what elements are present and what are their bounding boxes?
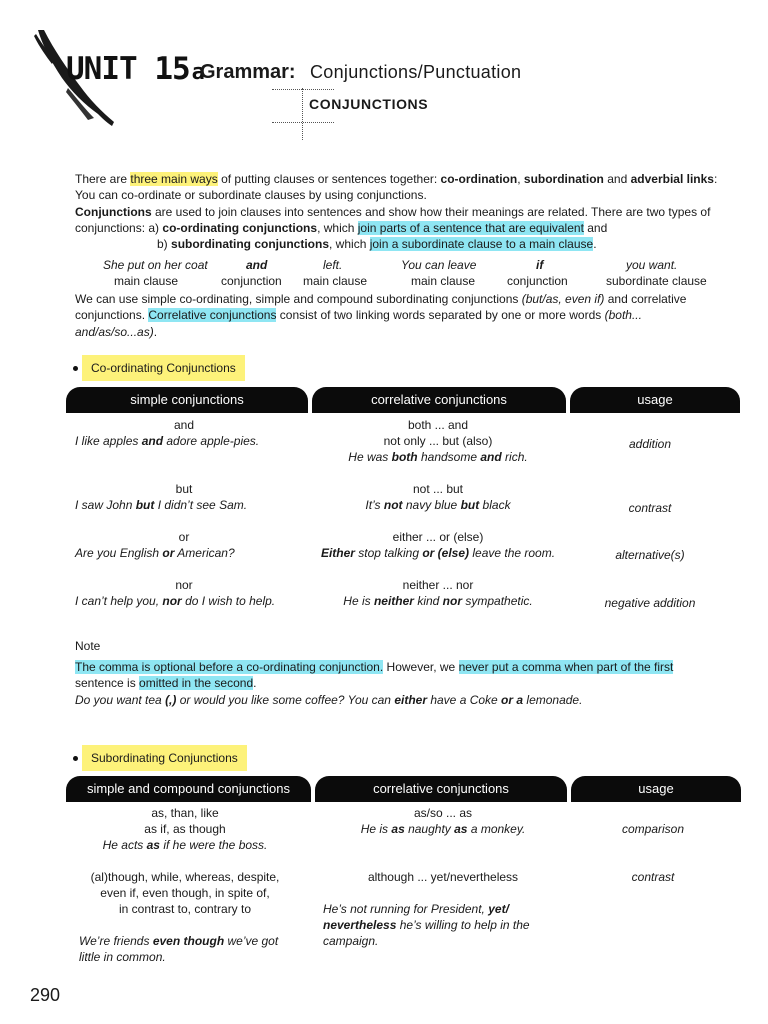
conjunction-term: and	[173, 418, 195, 432]
correlative-term: both ... and	[407, 418, 469, 432]
example-sentence: He’s not running for President, yet/	[323, 902, 509, 916]
bullet-icon	[73, 366, 78, 371]
example-text: She put on her coat	[103, 258, 208, 272]
example-label: conjunction	[507, 274, 568, 288]
tab-correlative-conjunctions: correlative conjunctions	[315, 776, 567, 802]
example-label: main clause	[303, 274, 368, 288]
example-text: you want.	[626, 258, 678, 272]
example-label: main clause	[114, 274, 179, 288]
correlative-term: either ... or (else)	[392, 530, 484, 544]
example-text: You can leave	[401, 258, 477, 272]
example-sentence: It’s not navy blue but black	[365, 498, 511, 512]
example-sentence: Are you English or American?	[75, 546, 235, 560]
tab-simple-compound-conjunctions: simple and compound conjunctions	[66, 776, 311, 802]
correlative-term: as/so ... as	[413, 806, 473, 820]
tab-correlative-conjunctions: correlative conjunctions	[312, 387, 566, 413]
usage-text: addition	[628, 437, 672, 451]
conjunction-term: but	[175, 482, 193, 496]
grammar-label: Grammar:	[200, 61, 296, 83]
tab-usage: usage	[571, 776, 741, 802]
example-label: subordinate clause	[606, 274, 707, 288]
unit-title: UNIT 15a	[66, 51, 204, 87]
tab-usage: usage	[570, 387, 740, 413]
divider	[272, 122, 334, 123]
tab-simple-conjunctions: simple conjunctions	[66, 387, 308, 413]
example-sentence: He acts as if he were the boss.	[102, 838, 268, 852]
conjunction-term: even if, even though, in spite of,	[100, 886, 270, 900]
example-sentence: I can’t help you, nor do I wish to help.	[75, 594, 276, 608]
example-sentence: He is as naughty as a monkey.	[360, 822, 526, 836]
conjunction-term: as if, as though	[144, 822, 226, 836]
correlative-paragraph: We can use simple co-ordinating, simple and compound subordinating conjunctions (but/as, even if) and correlative conjunctions. Correlative conjunctions consist of two linking words separated by one or more words (both... and/as/so...as).	[75, 292, 687, 339]
example-sentence: He was both handsome and rich.	[348, 450, 528, 464]
conjunction-term: (al)though, while, whereas, despite,	[90, 870, 280, 884]
section-heading-coordinating: Co-ordinating Conjunctions	[82, 355, 245, 381]
correlative-term: not ... but	[412, 482, 464, 496]
example-label: main clause	[411, 274, 476, 288]
section-heading-subordinating: Subordinating Conjunctions	[82, 745, 247, 771]
usage-text: negative addition	[604, 596, 696, 610]
correlative-term: neither ... nor	[402, 578, 474, 592]
example-sentence: little in common.	[79, 950, 166, 964]
example-sentence: nevertheless he’s willing to help in the	[323, 918, 530, 932]
conjunction-term: as, than, like	[151, 806, 219, 820]
page-title: Conjunctions/Punctuation	[310, 62, 522, 82]
conjunction-term: or	[178, 530, 190, 544]
divider	[272, 89, 334, 90]
example-sentence: We’re friends even though we’ve got	[79, 934, 279, 948]
example-text: left.	[323, 258, 343, 272]
usage-text: comparison	[621, 822, 685, 836]
page-number: 290	[30, 985, 61, 1005]
correlative-term: although ... yet/nevertheless	[367, 870, 519, 884]
conjunction-term: in contrast to, contrary to	[118, 902, 252, 916]
usage-text: contrast	[628, 501, 672, 515]
example-sentence: I saw John but I didn’t see Sam.	[75, 498, 248, 512]
conjunction-term: nor	[175, 578, 193, 592]
example-sentence: campaign.	[323, 934, 379, 948]
divider	[302, 88, 303, 140]
usage-text: contrast	[631, 870, 675, 884]
intro-paragraph: There are three main ways of putting clauses or sentences together: co-ordination, subordination and adverbial links: You can co-ordinate or subordinate clauses by using conjunctions. Conjunctions are used to join clauses into sentences and show how their meanings are related. There are two types of conjunctions: a) co-ordinating conjunctions, which join parts of a sentence that are equivalent and b) subordinating conjunctions, which join a subordinate clause to a main clause.	[75, 172, 718, 252]
correlative-term: not only ... but (also)	[383, 434, 493, 448]
usage-text: alternative(s)	[615, 548, 685, 562]
note-heading: Note	[75, 639, 101, 653]
example-text: if	[536, 258, 544, 272]
note-paragraph: The comma is optional before a co-ordinating conjunction. However, we never put a comma when part of the first sentence is omitted in the second. Do you want tea (,) or would you like some coffee? You can either have a Coke or a lemonade.	[75, 660, 674, 707]
bullet-icon	[73, 756, 78, 761]
example-sentence: I like apples and adore apple-pies.	[75, 434, 260, 448]
example-sentence: He is neither kind nor sympathetic.	[343, 594, 533, 608]
example-sentence: Either stop talking or (else) leave the room.	[320, 546, 556, 560]
section-subtitle: CONJUNCTIONS	[309, 96, 429, 112]
example-text: and	[246, 258, 268, 272]
example-label: conjunction	[221, 274, 282, 288]
